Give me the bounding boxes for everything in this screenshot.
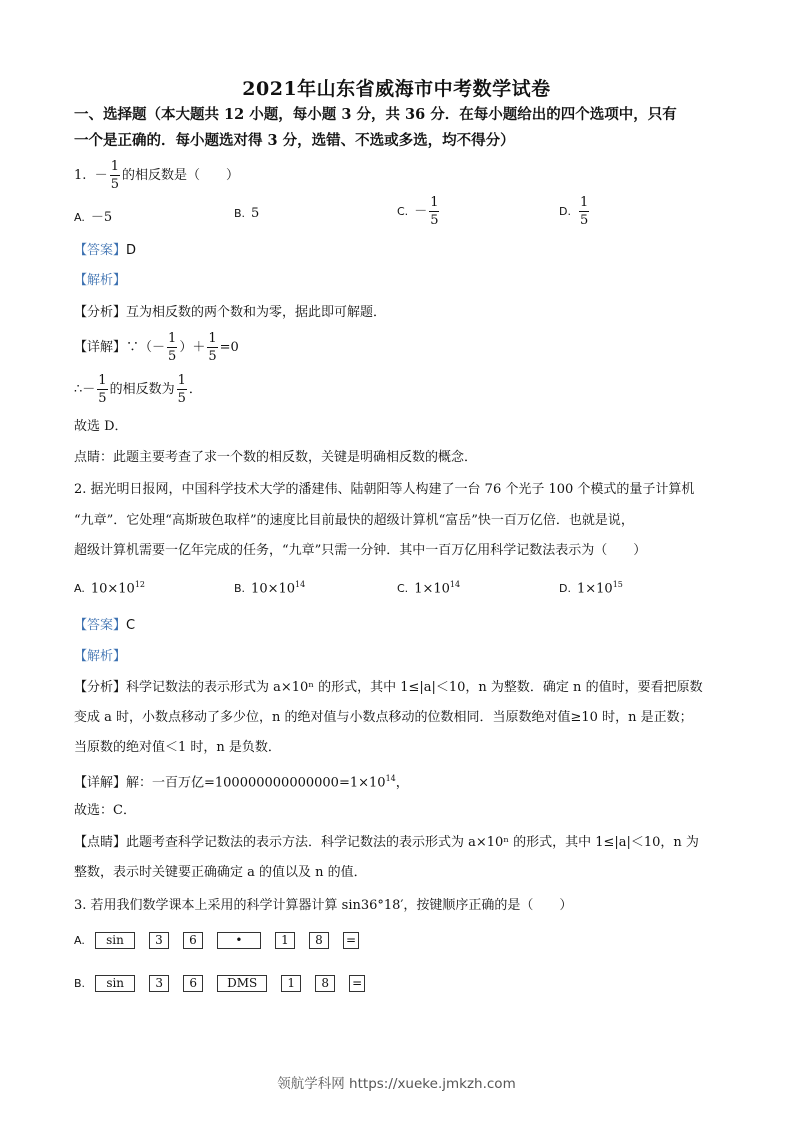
key-sin: sin bbox=[95, 975, 135, 992]
q2-choose: 故选：C． bbox=[74, 803, 136, 818]
key-6: 6 bbox=[183, 932, 203, 949]
key-1: 1 bbox=[281, 975, 301, 992]
q2-stem-line3: 超级计算机需要一亿年完成的任务，“九章”只需一分钟．其中一百万亿用科学记数法表示为（ ） bbox=[74, 543, 647, 558]
q2-option-d: D. $1\times 10^{15}$ bbox=[559, 580, 623, 597]
key-3: 3 bbox=[149, 932, 169, 949]
key-6: 6 bbox=[183, 975, 203, 992]
q2-comment-line2: 整数，表示时关键要正确确定 a 的值以及 n 的值． bbox=[74, 865, 367, 880]
q2-answer: 【答案】C bbox=[74, 618, 136, 633]
q2-jiexi-label: 【解析】 bbox=[74, 649, 127, 664]
q3-stem: 3. 若用我们数学课本上采用的科学计算器计算 sin36°18′，按键顺序正确的是（ ） bbox=[74, 898, 573, 913]
q2-detail: 【详解】解：一百万亿$=100000000000000=1\times 10^{14}$， bbox=[74, 774, 409, 791]
key-dot: • bbox=[217, 932, 261, 949]
q1-choose: 故选 D． bbox=[74, 419, 128, 434]
q1-answer: 【答案】D bbox=[74, 243, 137, 258]
q1-stem: 1. － $\frac{1}{5}$ 的相反数是（ ） bbox=[74, 159, 239, 192]
q3-option-b: B. sin 3 6 DMS 1 8 = bbox=[74, 975, 379, 992]
q1-comment: 点睛：此题主要考查了求一个数的相反数，关键是明确相反数的概念． bbox=[74, 450, 478, 465]
key-equals: = bbox=[349, 975, 365, 992]
q3-option-a: A. sin 3 6 • 1 8 = bbox=[74, 932, 373, 949]
key-equals: = bbox=[343, 932, 359, 949]
key-8: 8 bbox=[309, 932, 329, 949]
q1-option-d: D. $\frac{1}{5}$ bbox=[559, 195, 589, 228]
page-title: 2021年山东省威海市中考数学试卷 bbox=[242, 78, 551, 100]
q2-option-b: B. $10\times 10^{14}$ bbox=[234, 580, 306, 597]
key-dms: DMS bbox=[217, 975, 267, 992]
section-heading-line2: 一个是正确的．每小题选对得 3 分，选错、不选或多选，均不得分） bbox=[74, 132, 515, 149]
q2-stem-line2: “九章”．它处理“高斯玻色取样”的速度比目前最快的超级计算机“富岳”快一百万亿倍．也就是说， bbox=[74, 513, 634, 528]
q1-detail: 【详解】∵（－ $\frac{1}{5}$ ）＋ $\frac{1}{5}$ =0 bbox=[74, 331, 239, 364]
q2-comment-line1: 【点睛】此题考查科学记数法的表示方法．科学记数法的表示形式为 a×10ⁿ 的形式，其中 1≤|a|＜10，n 为 bbox=[74, 835, 699, 850]
q1-number: 1. bbox=[74, 168, 87, 183]
q1-therefore: ∴－ $\frac{1}{5}$ 的相反数为 $\frac{1}{5}$ ． bbox=[74, 373, 202, 406]
key-1: 1 bbox=[275, 932, 295, 949]
q1-option-a: A. －5 bbox=[74, 210, 113, 225]
q2-stem-line1: 2. 据光明日报网，中国科学技术大学的潘建伟、陆朝阳等人构建了一台 76 个光子 100 个模式的量子计算机 bbox=[74, 482, 695, 497]
q1-option-b: B. 5 bbox=[234, 206, 260, 221]
q1-fraction: $\frac{1}{5}$ bbox=[110, 159, 119, 192]
key-8: 8 bbox=[315, 975, 335, 992]
q1-option-c: C. － $\frac{1}{5}$ bbox=[397, 195, 439, 228]
q1-jiexi-label: 【解析】 bbox=[74, 273, 127, 288]
q2-option-c: C. $1\times 10^{14}$ bbox=[397, 580, 461, 597]
q2-analysis-line1: 【分析】科学记数法的表示形式为 a×10ⁿ 的形式，其中 1≤|a|＜10，n 为整数．确定 n 的值时，要看把原数 bbox=[74, 680, 703, 695]
q2-analysis-line3: 当原数的绝对值＜1 时，n 是负数． bbox=[74, 740, 281, 755]
q2-option-a: A. $10\times 10^{12}$ bbox=[74, 580, 145, 597]
key-3: 3 bbox=[149, 975, 169, 992]
q2-analysis-line2: 变成 a 时，小数点移动了多少位，n 的绝对值与小数点移动的位数相同．当原数绝对值≥10 时，n 是正数； bbox=[74, 710, 693, 725]
section-heading-line1: 一、选择题（本大题共 12 小题，每小题 3 分，共 36 分．在每小题给出的四个选项中，只有 bbox=[74, 106, 677, 123]
q1-analysis: 【分析】互为相反数的两个数和为零，据此即可解题． bbox=[74, 305, 387, 320]
key-sin: sin bbox=[95, 932, 135, 949]
footer-watermark: 领航学科网 https://xueke.jmkzh.com bbox=[277, 1076, 516, 1092]
